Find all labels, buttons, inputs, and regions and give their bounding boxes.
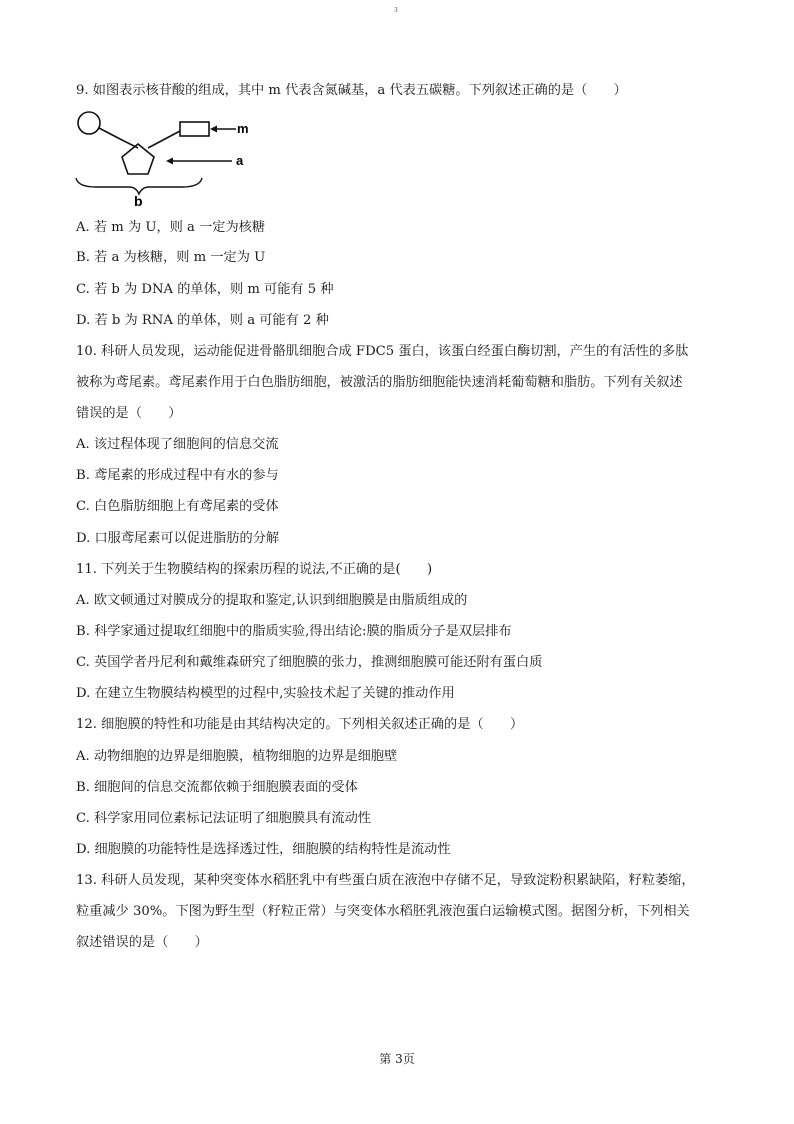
- q9-option-a: A. 若 m 为 U，则 a 一定为核糖: [76, 220, 266, 235]
- q10-option-a: A. 该过程体现了细胞间的信息交流: [76, 437, 279, 452]
- q10-option-b: B. 鸢尾素的形成过程中有水的参与: [76, 468, 279, 483]
- q12-option-d: D. 细胞膜的功能特性是选择透过性，细胞膜的结构特性是流动性: [76, 842, 451, 857]
- phosphate-circle: [78, 112, 100, 134]
- q11-option-a: A. 欧文顿通过对膜成分的提取和鉴定,认识到细胞膜是由脂质组成的: [76, 593, 468, 608]
- q13-stem-line-2: 粒重减少 30%。下图为野生型（籽粒正常）与突变体水稻胚乳液泡蛋白运输模式图。据图分析，下列相关: [76, 904, 690, 919]
- q10-stem-line-3: 错误的是（ ）: [76, 406, 182, 421]
- q10-stem-line-1: 10. 科研人员发现，运动能促进骨骼肌细胞合成 FDC5 蛋白，该蛋白经蛋白酶切割，产生的有活性的多肽: [76, 344, 689, 359]
- q9-option-c: C. 若 b 为 DNA 的单体，则 m 可能有 5 种: [76, 282, 334, 297]
- q10-option-d: D. 口服鸢尾素可以促进脂肪的分解: [76, 531, 280, 546]
- q13-stem-line-1: 13. 科研人员发现，某种突变体水稻胚乳中有些蛋白质在液泡中存储不足，导致淀粉积累缺陷，籽粒萎缩，: [76, 873, 695, 888]
- q10-option-c: C. 白色脂肪细胞上有鸢尾素的受体: [76, 499, 279, 514]
- q12-stem: 12. 细胞膜的特性和功能是由其结构决定的。下列相关叙述正确的是（ ）: [76, 717, 524, 732]
- q11-stem: 11. 下列关于生物膜结构的探索历程的说法,不正确的是( ): [76, 562, 433, 577]
- page-top-mark: 3: [394, 7, 398, 14]
- q11-option-c: C. 英国学者丹尼利和戴维森研究了细胞膜的张力，推测细胞膜可能还附有蛋白质: [76, 655, 543, 670]
- pentose-pentagon: [122, 144, 154, 174]
- arrow-a-head: [166, 158, 173, 165]
- q13-stem-line-3: 叙述错误的是（ ）: [76, 935, 208, 950]
- arrow-m-head: [210, 126, 217, 133]
- q9-option-b: B. 若 a 为核糖，则 m 一定为 U: [76, 250, 266, 265]
- page-number: 第 3页: [379, 1052, 415, 1066]
- q12-option-b: B. 细胞间的信息交流都依赖于细胞膜表面的受体: [76, 780, 358, 795]
- phosphate-bond: [99, 128, 122, 140]
- q9-stem: 9. 如图表示核苷酸的组成，其中 m 代表含氮碱基，a 代表五碳糖。下列叙述正确的是（ ）: [76, 83, 627, 98]
- base-bond: [148, 131, 180, 148]
- q9-option-d: D. 若 b 为 RNA 的单体，则 a 可能有 2 种: [76, 313, 329, 328]
- q12-option-a: A. 动物细胞的边界是细胞膜，植物细胞的边界是细胞壁: [76, 749, 398, 764]
- label-b: b: [134, 193, 143, 206]
- label-m: m: [237, 121, 249, 136]
- q11-option-b: B. 科学家通过提取红细胞中的脂质实验,得出结论:膜的脂质分子是双层排布: [76, 624, 512, 639]
- base-rectangle: [180, 122, 209, 136]
- q11-option-d: D. 在建立生物膜结构模型的过程中,实验技术起了关键的推动作用: [76, 686, 455, 701]
- nucleotide-diagram: [74, 108, 274, 206]
- brace-b: [76, 178, 202, 194]
- q10-stem-line-2: 被称为鸢尾素。鸢尾素作用于白色脂肪细胞，被激活的脂肪细胞能快速消耗葡萄糖和脂肪。下列有关叙述: [76, 375, 683, 390]
- label-a: a: [236, 153, 244, 168]
- q12-option-c: C. 科学家用同位素标记法证明了细胞膜具有流动性: [76, 811, 371, 826]
